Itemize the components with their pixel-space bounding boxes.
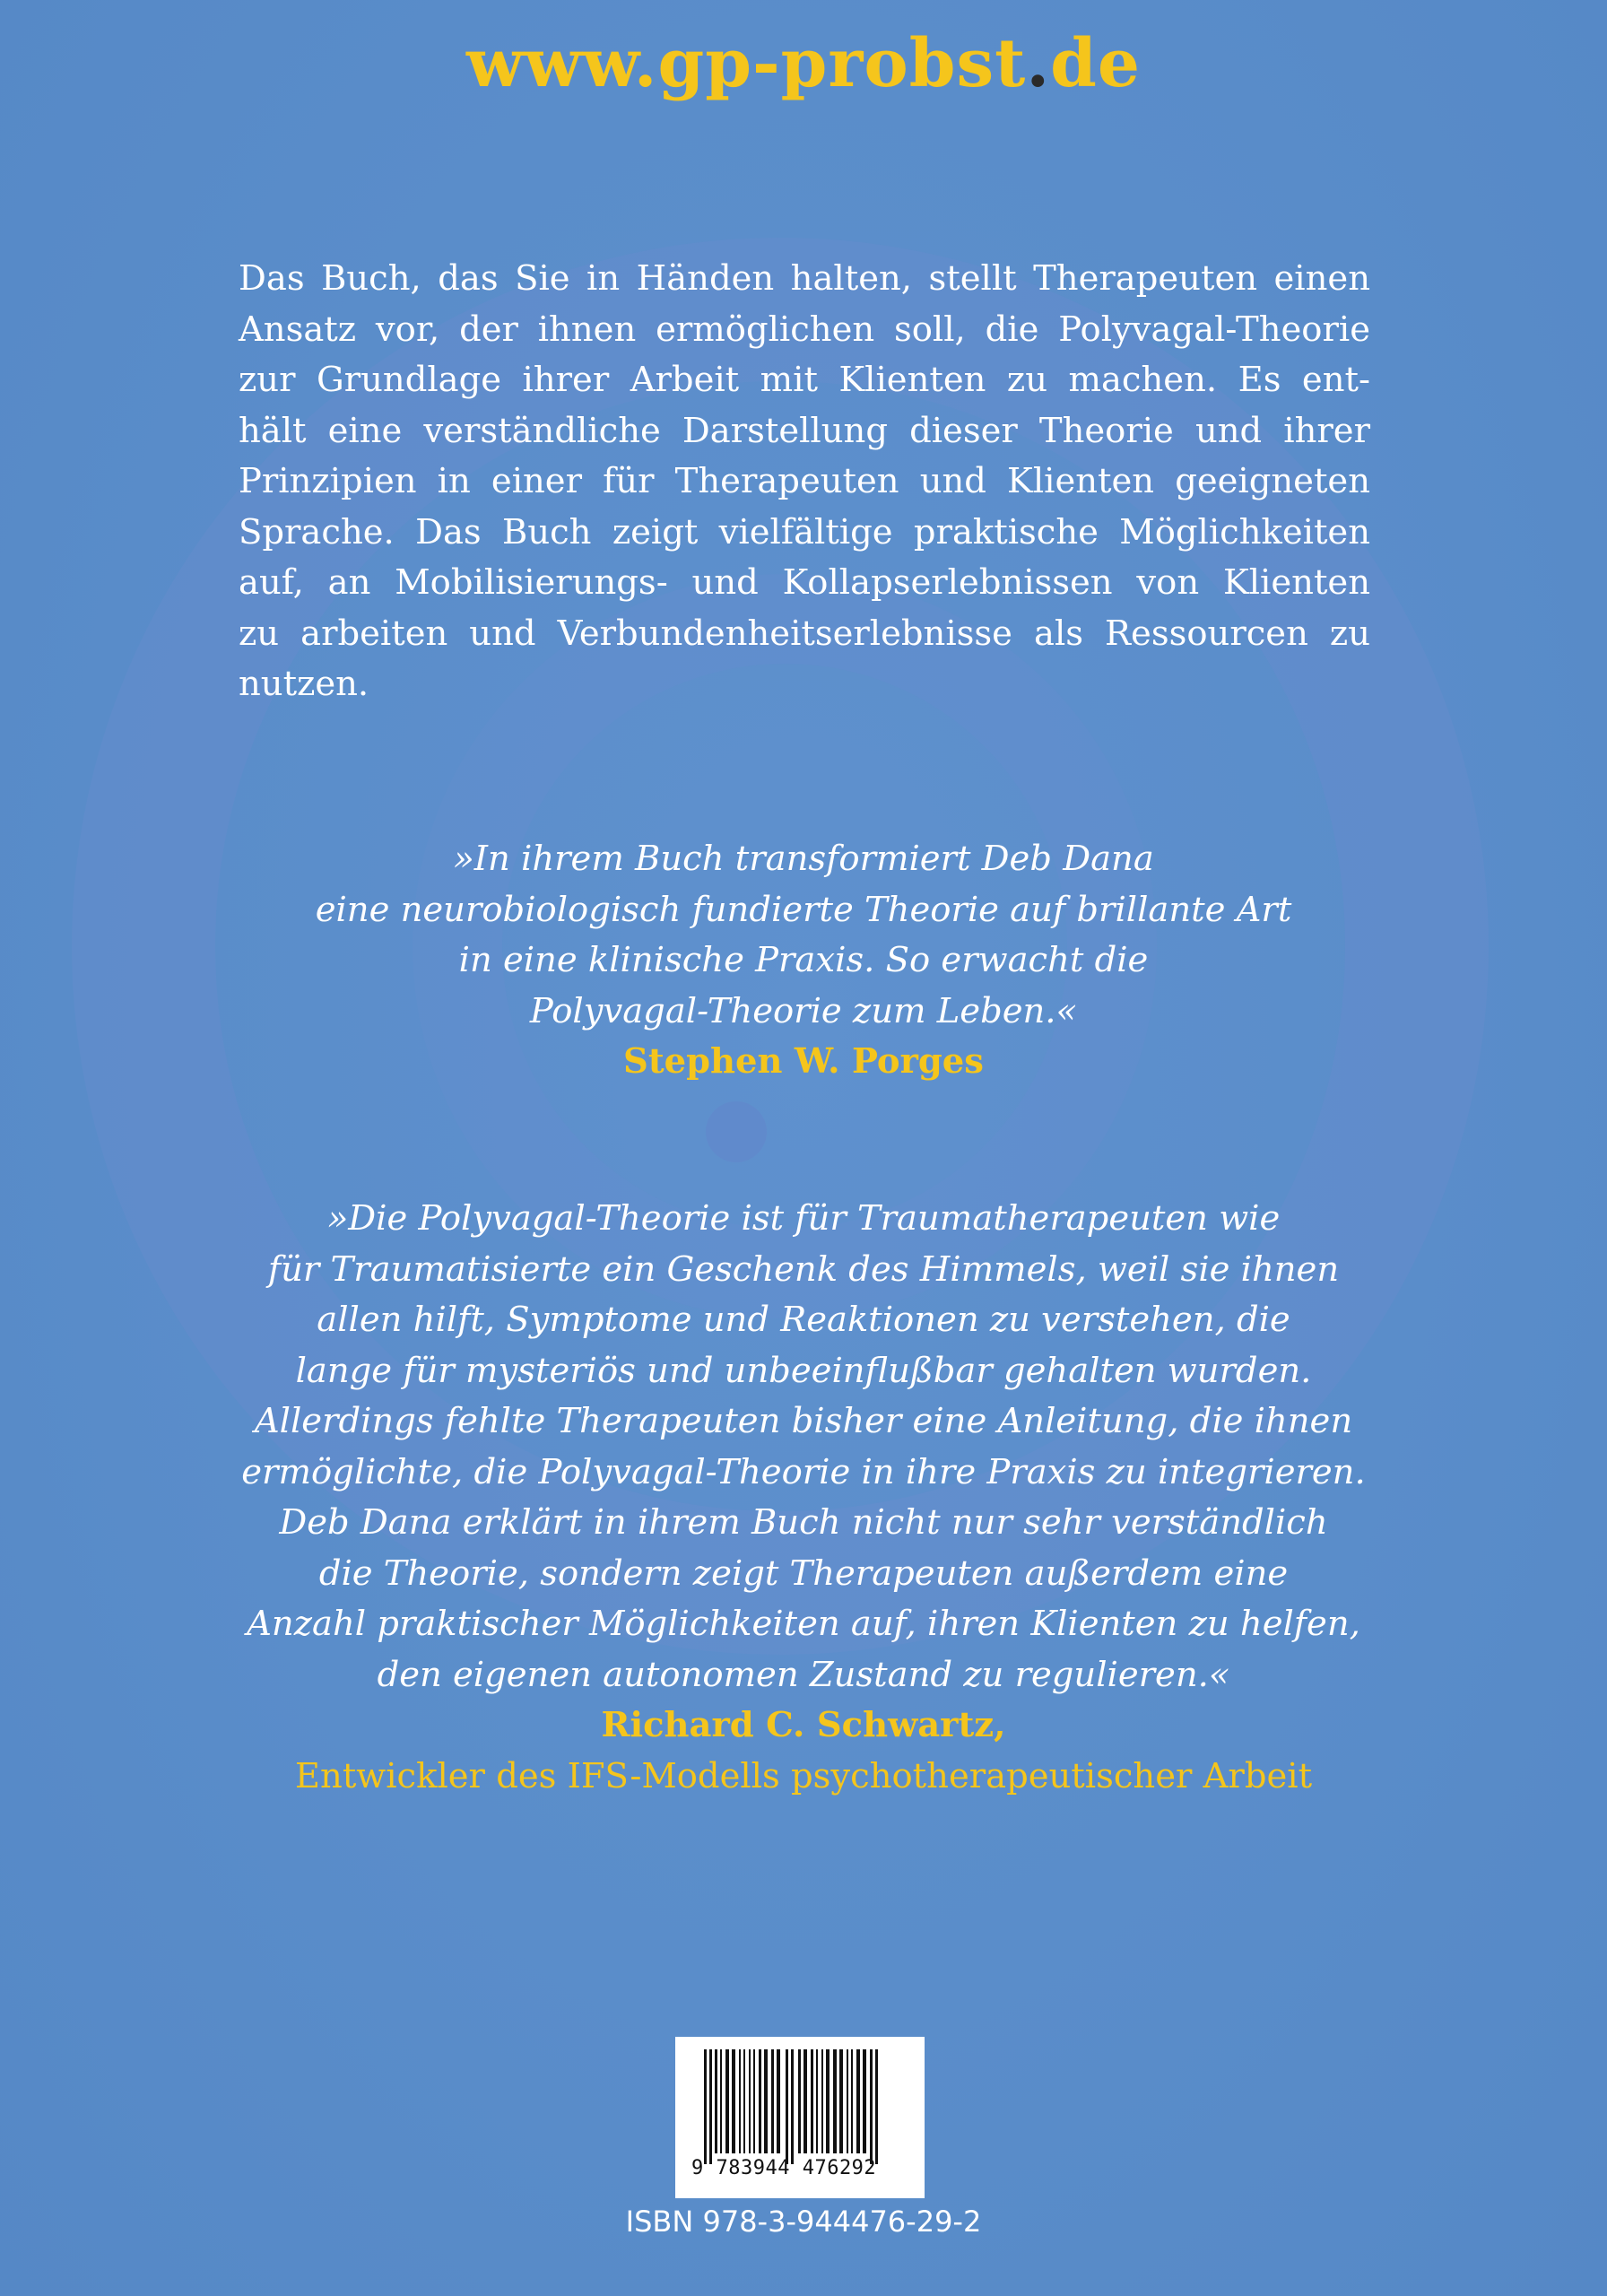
barcode-bar <box>791 2049 794 2164</box>
quote-author-role: Entwickler des IFS-Modells psychotherapeutischer Arbeit <box>294 1755 1313 1796</box>
isbn-label: ISBN 978-3-944476-29-2 <box>625 2205 982 2239</box>
ean-barcode <box>675 2037 925 2198</box>
watermark-center-dot <box>706 1101 767 1162</box>
quote-line: »Die Polyvagal-Theorie ist für Traumatherapeuten wie <box>326 1198 1281 1239</box>
description-line: hält eine verständliche Darstellung dieser Theorie und ihrer <box>239 410 1370 451</box>
barcode-bar <box>786 2049 788 2164</box>
barcode-bar <box>811 2049 813 2153</box>
description-line: Ansatz vor, der ihnen ermöglichen soll, die Polyvagal-Theorie <box>239 309 1370 350</box>
quote-line: den eigenen autonomen Zustand zu regulieren.« <box>377 1654 1230 1695</box>
barcode-digits: 9 783944 476292 <box>691 2157 877 2179</box>
url-tld: de <box>1050 25 1141 102</box>
barcode-bar <box>839 2049 843 2153</box>
barcode-bar <box>725 2049 729 2153</box>
description-line: Das Buch, das Sie in Händen halten, stellt Therapeuten einen <box>239 258 1370 299</box>
barcode-bar <box>826 2049 830 2153</box>
quote-author: Richard C. Schwartz, <box>601 1705 1006 1745</box>
barcode-bar <box>739 2049 741 2153</box>
testimonial-porges <box>0 834 1607 1088</box>
url-dot: . <box>1026 25 1051 102</box>
barcode-bar <box>753 2049 755 2153</box>
barcode-bar <box>720 2049 722 2153</box>
quote-line: für Traumatisierte ein Geschenk des Himmels, weil sie ihnen <box>267 1248 1340 1290</box>
description-line: Prinzipien in einer für Therapeuten und Klienten geeigneten <box>239 461 1370 501</box>
barcode-bar <box>798 2049 801 2153</box>
barcode-bar <box>749 2049 751 2153</box>
barcode-bar <box>764 2049 768 2153</box>
barcode-bar <box>821 2049 823 2153</box>
quote-line: in eine klinische Praxis. So erwacht die <box>458 940 1149 980</box>
quote-line: lange für mysteriös und unbeeinflußbar gehalten wurden. <box>295 1350 1312 1391</box>
barcode-bar <box>851 2049 853 2153</box>
barcode-bar <box>863 2049 866 2153</box>
description-line: auf, an Mobilisierungs- und Kollapserlebnissen von Klienten <box>239 562 1370 603</box>
quote-line: die Theorie, sondern zeigt Therapeuten außerdem eine <box>318 1552 1289 1594</box>
barcode-bar <box>709 2049 712 2164</box>
quote-line: allen hilft, Symptome und Reaktionen zu verstehen, die <box>317 1300 1290 1340</box>
barcode-bar <box>833 2049 837 2153</box>
quote-line: Polyvagal-Theorie zum Leben.« <box>529 990 1078 1031</box>
barcode-bar <box>870 2049 873 2164</box>
description-line: Sprache. Das Buch zeigt vielfältige praktische Möglichkeiten <box>239 511 1370 552</box>
quote-line: Anzahl praktischer Möglichkeiten auf, ihren Klienten zu helfen, <box>247 1604 1360 1644</box>
barcode-bar <box>777 2049 780 2153</box>
barcode-bar <box>759 2049 761 2153</box>
quote-line: ermöglichte, die Polyvagal-Theorie in ihre Praxis zu integrieren. <box>241 1451 1366 1492</box>
barcode-bar <box>743 2049 745 2153</box>
quote-line: »In ihrem Buch transformiert Deb Dana <box>453 839 1154 879</box>
quote-line: eine neurobiologisch fundierte Theorie auf brillante Art <box>315 889 1292 930</box>
barcode-bar <box>816 2049 818 2153</box>
description-line: zu arbeiten und Verbundenheitserlebnisse als Ressourcen zu <box>239 613 1370 654</box>
quote-author: Stephen W. Porges <box>623 1041 984 1082</box>
url-domain: gp-probst <box>657 25 1027 102</box>
publisher-url <box>0 25 1607 102</box>
quote-line: Allerdings fehlte Therapeuten bisher eine Anleitung, die ihnen <box>254 1401 1353 1441</box>
barcode-bar <box>704 2049 707 2164</box>
barcode-bar <box>804 2049 807 2153</box>
barcode-bar <box>715 2049 717 2153</box>
barcode-bar <box>732 2049 735 2153</box>
barcode-bar <box>771 2049 774 2153</box>
barcode-bar <box>875 2049 878 2164</box>
url-prefix: www. <box>466 25 658 102</box>
description-line: nutzen. <box>239 664 369 704</box>
quote-line: Deb Dana erklärt in ihrem Buch nicht nur sehr verständlich <box>279 1502 1328 1543</box>
barcode-bar <box>847 2049 848 2153</box>
book-description <box>239 254 1370 710</box>
barcode-bar <box>856 2049 860 2153</box>
description-line: zur Grundlage ihrer Arbeit mit Klienten zu machen. Es ent- <box>239 360 1370 400</box>
testimonial-schwartz <box>0 1194 1607 1802</box>
